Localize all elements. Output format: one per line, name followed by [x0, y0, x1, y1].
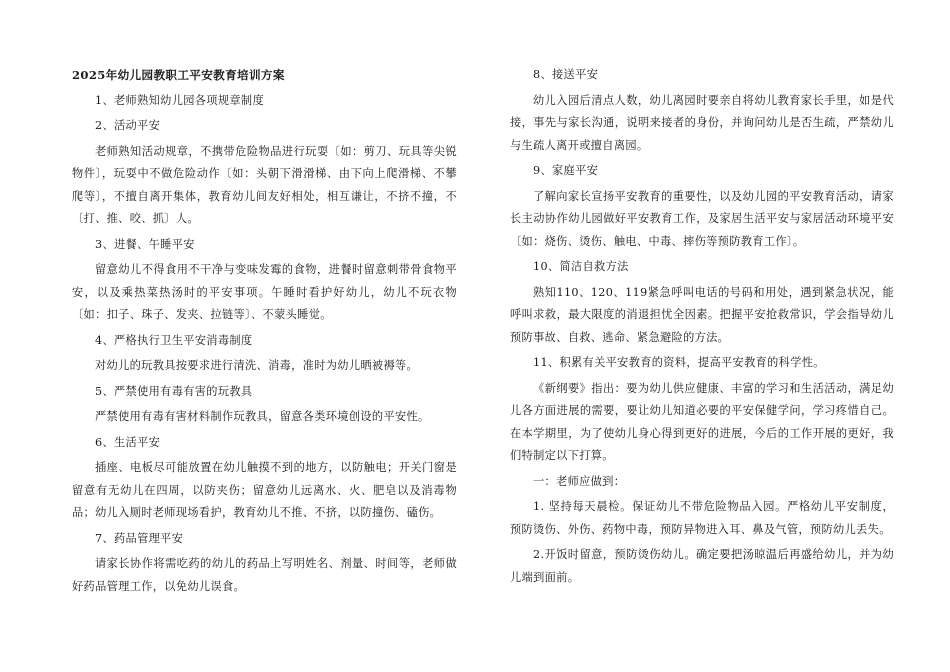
- section-heading-7: 7、药品管理平安: [95, 531, 184, 545]
- section-body-5: 严禁使用有毒有害材料制作玩教具，留意各类环境创设的平安性。: [95, 410, 430, 423]
- teacher-duty-1: 1. 坚持每天晨检。保证幼儿不带危险物品入园。严格幼儿平安制度，预防烫伤、外伤、药物中毒，预防异物进入耳、鼻及气管，预防幼儿丢失。: [510, 500, 894, 536]
- section-heading-6: 6、生活平安: [95, 435, 161, 449]
- section-body-3: 留意幼儿不得食用不干净与变味发霉的食物，进餐时留意刺带骨食物平安，以及乘热菜热汤时的平安事项。午睡时看护好幼儿，幼儿不玩衣物〔如：扣子、珠子、发夹、拉链等〕、不蒙头睡觉。: [72, 263, 457, 321]
- teacher-duties-heading: 一：老师应做到：: [533, 474, 626, 488]
- section-heading-8: 8、接送平安: [533, 68, 599, 81]
- section-heading-1: 1、老师熟知幼儿园各项规章制度: [95, 93, 264, 107]
- left-column: [72, 64, 457, 601]
- section-body-9: 了解向家长宣扬平安教育的重要性，以及幼儿园的平安教育活动，请家长主动协作幼儿园做好平安教育工作，及家居生活平安与家居活动环境平安〔如：烧伤、烫伤、触电、中毒、摔伤等预防教育工作〕。: [510, 189, 894, 248]
- section-heading-2: 2、活动平安: [95, 119, 161, 132]
- section-heading-5: 5、严禁使用有毒有害的玩教具: [95, 384, 253, 398]
- document-title: 2025年幼儿园教职工平安教育培训方案: [72, 68, 285, 82]
- section-body-10: 熟知110、120、119紧急呼叫电话的号码和用处，遇到紧急状况，能呼叫求救，最大限度的消退担忧全因素。把握平安抢救常识，学会指导幼儿预防事故、自救、逃命、紧急避险的方法。: [510, 285, 894, 344]
- section-body-7: 请家长协作将需吃药的幼儿的药品上写明姓名、剂量、时间等，老师做好药品管理工作，以免幼儿误食。: [72, 557, 457, 593]
- section-body-8: 幼儿入园后清点人数，幼儿离园时要亲自将幼儿教育家长手里，如是代接，事先与家长沟通，说明来接者的身份，并询问幼儿是否生疏，严禁幼儿与生疏人离开或擅自离园。: [510, 93, 894, 152]
- section-body-4: 对幼儿的玩教具按要求进行清洗、消毒，准时为幼儿晒被褥等。: [95, 359, 419, 372]
- section-body-6: 插座、电板尽可能放置在幼儿触摸不到的地方，以防触电；开关门窗是留意有无幼儿在四周，以防夹伤；留意幼儿远离水、火、肥皂以及消毒物品；幼儿入厕时老师现场看护，教育幼儿不推、不挤，以防撞伤、磕伤。: [72, 461, 457, 519]
- section-heading-3: 3、进餐、午睡平安: [95, 237, 195, 251]
- section-body-11: 《新纲要》指出：要为幼儿供应健康、丰富的学习和生活活动，满足幼儿各方面进展的需要，要让幼儿知道必要的平安保健学问，学习疼惜自己。在本学期里，为了使幼儿身心得到更好的进展，今后的工作开展的更好，我们特制定以下打算。: [510, 381, 894, 462]
- section-heading-10: 10、简洁自救方法: [533, 260, 629, 273]
- section-body-2: 老师熟知活动规章，不携带危险物品进行玩耍〔如：剪刀、玩具等尖锐物件〕，玩耍中不做危险动作〔如：头朝下滑滑梯、由下向上爬滑梯、不攀爬等〕，不擅自离开集体，教育幼儿间友好相处，相互谦让，不挤不撞，不〔打、推、咬、抓〕人。: [72, 144, 457, 225]
- section-heading-4: 4、严格执行卫生平安消毒制度: [95, 333, 253, 347]
- section-heading-9: 9、家庭平安: [533, 164, 599, 177]
- section-heading-11: 11、积累有关平安教育的资料，提高平安教育的科学性。: [533, 356, 825, 369]
- right-column: [510, 64, 894, 592]
- teacher-duty-2: 2.开饭时留意，预防烫伤幼儿。确定要把汤晾温后再盛给幼儿，并为幼儿端到面前。: [510, 548, 894, 584]
